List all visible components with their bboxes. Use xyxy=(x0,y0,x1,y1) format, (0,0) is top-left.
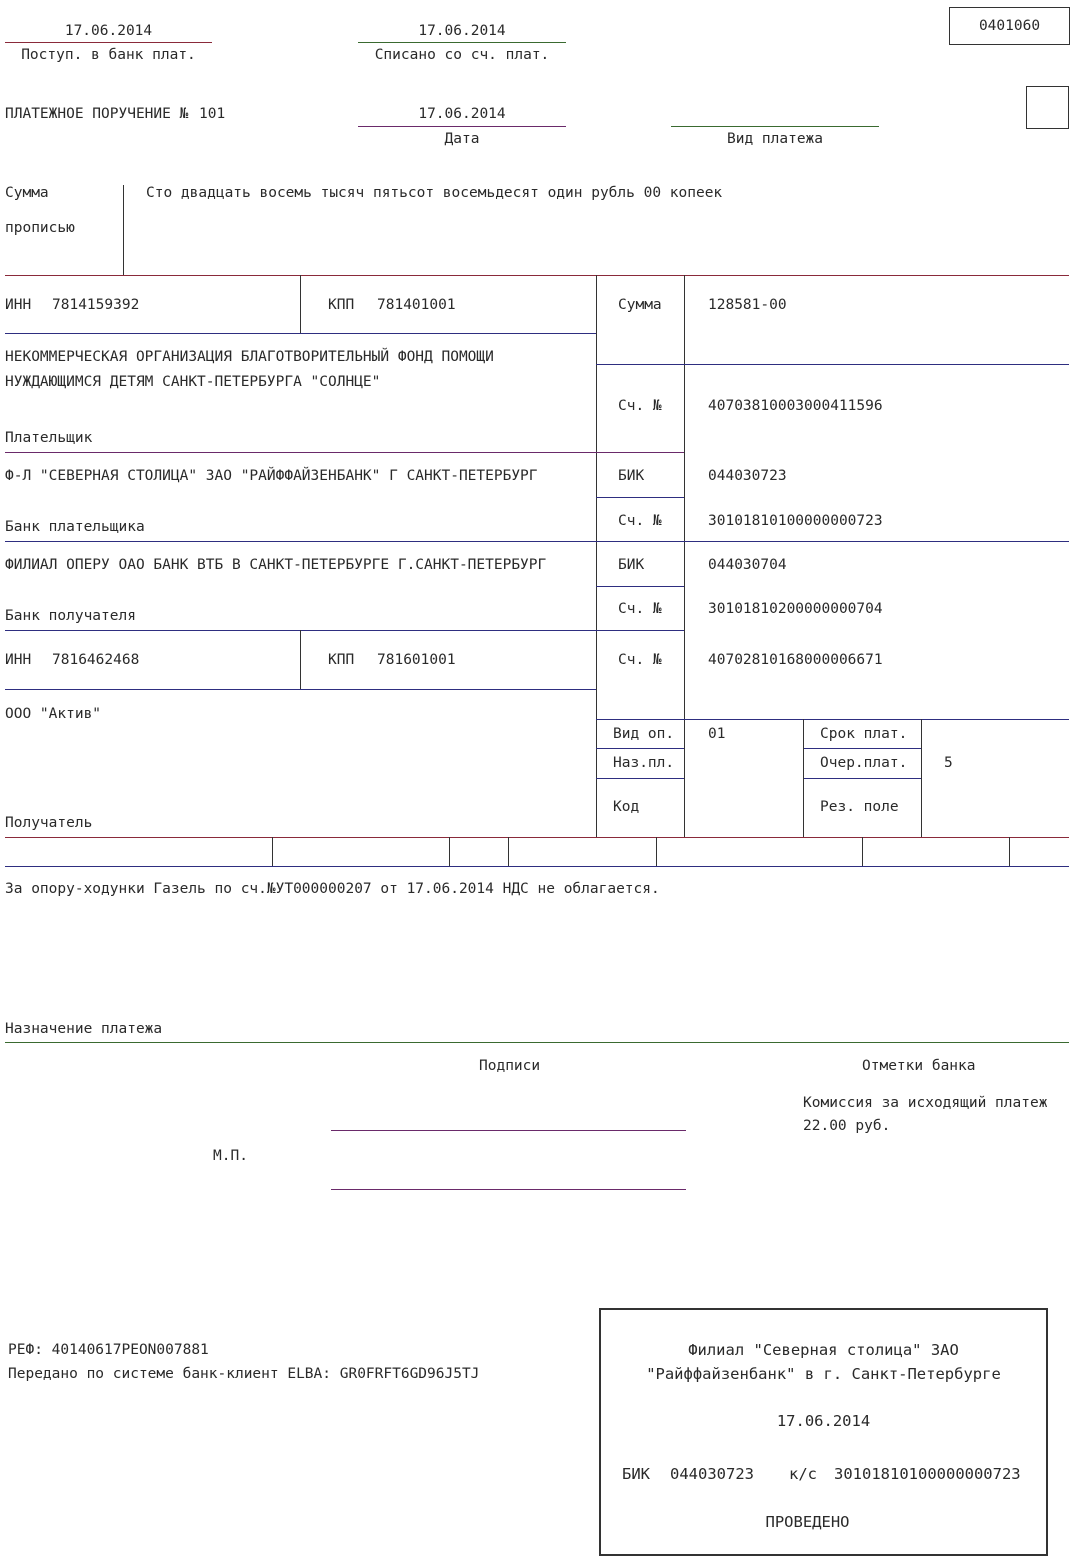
purpose-code-label: Наз.пл. xyxy=(613,755,675,771)
payer-kpp-label: КПП xyxy=(328,297,355,313)
payee-inn-label: ИНН xyxy=(5,652,32,668)
order-date-label: Дата xyxy=(444,131,480,147)
tax-cell-divider xyxy=(272,837,273,866)
grid-line xyxy=(596,364,1069,365)
grid-line xyxy=(5,333,596,334)
debited-date: 17.06.2014 xyxy=(418,23,506,39)
stamp-place-label: М.П. xyxy=(213,1148,248,1164)
payer-bank-bik-label: БИК xyxy=(618,468,645,484)
op-type-value: 01 xyxy=(708,726,726,742)
payer-bank-bik: 044030723 xyxy=(708,468,787,484)
grid-line xyxy=(596,586,684,587)
payer-bank-label: Банк плательщика xyxy=(5,519,145,535)
payee-bank-bik: 044030704 xyxy=(708,557,787,573)
received-date-line xyxy=(5,42,212,43)
form-code: 0401060 xyxy=(978,18,1041,34)
stamp-ks: 30101810100000000723 xyxy=(834,1465,1021,1483)
amount-words-label-1: Сумма xyxy=(5,185,49,201)
payer-name-line-2: НУЖДАЮЩИМСЯ ДЕТЯМ САНКТ-ПЕТЕРБУРГА "СОЛНЦЕ" xyxy=(5,374,381,390)
signature-line-2 xyxy=(331,1189,686,1190)
payer-name-line-1: НЕКОММЕРЧЕСКАЯ ОРГАНИЗАЦИЯ БЛАГОТВОРИТЕЛЬНЫЙ ФОНД ПОМОЩИ xyxy=(5,349,494,365)
payer-inn-label: ИНН xyxy=(5,297,32,313)
stamp-bik: 044030723 xyxy=(670,1465,754,1483)
stamp-ks-label: к/с xyxy=(789,1465,817,1483)
purpose-text: За опору-ходунки Газель по сч.№УТ000000207 от 17.06.2014 НДС не облагается. xyxy=(5,881,660,897)
amount-words-divider xyxy=(123,185,124,275)
op-type-label: Вид оп. xyxy=(613,726,675,742)
payee-bank-account: 30101810200000000704 xyxy=(708,601,883,617)
grid-vline-kpp-payee xyxy=(300,630,301,689)
grid-vline-term-right xyxy=(921,719,922,837)
grid-line xyxy=(596,719,1069,720)
payer-bank-name: Ф-Л "СЕВЕРНАЯ СТОЛИЦА" ЗАО "РАЙФФАЙЗЕНБАНК" Г САНКТ-ПЕТЕРБУРГ xyxy=(5,468,538,484)
payer-bank-account: 30101810100000000723 xyxy=(708,513,883,529)
order-number: 101 xyxy=(199,106,226,122)
received-label: Поступ. в банк плат. xyxy=(21,47,196,63)
sum-value: 128581-00 xyxy=(708,297,787,313)
payee-bank-name: ФИЛИАЛ ОПЕРУ ОАО БАНК ВТБ В САНКТ-ПЕТЕРБУРГЕ Г.САНКТ-ПЕТЕРБУРГ xyxy=(5,557,547,573)
purpose-label: Назначение платежа xyxy=(5,1021,163,1037)
tax-cell-divider xyxy=(449,837,450,866)
payer-inn: 7814159392 xyxy=(52,297,140,313)
grid-line xyxy=(5,837,1069,838)
reserved-label: Рез. поле xyxy=(820,799,899,815)
grid-line xyxy=(596,778,684,779)
stamp-status: ПРОВЕДЕНО xyxy=(765,1513,850,1531)
tax-cell-divider xyxy=(656,837,657,866)
purpose-line xyxy=(5,1042,1069,1043)
tax-cell-divider xyxy=(1009,837,1010,866)
term-label: Срок плат. xyxy=(820,726,908,742)
debited-label: Списано со сч. плат. xyxy=(374,47,550,63)
payee-bank-bik-label: БИК xyxy=(618,557,645,573)
grid-line xyxy=(5,689,596,690)
payer-account-label: Сч. № xyxy=(618,398,662,414)
payee-bank-label: Банк получателя xyxy=(5,608,136,624)
transfer-text: Передано по системе банк-клиент ELBA: GR0FRFT6GD96J5TJ xyxy=(8,1366,480,1382)
grid-vline-kpp-payer xyxy=(300,275,301,333)
commission-line-2: 22.00 руб. xyxy=(803,1118,891,1134)
payee-bank-account-label: Сч. № xyxy=(618,601,662,617)
payer-kpp: 781401001 xyxy=(377,297,456,313)
payee-kpp: 781601001 xyxy=(377,652,456,668)
ref-text: РЕФ: 40140617PEON007881 xyxy=(8,1342,209,1358)
stamp-bik-label: БИК xyxy=(622,1465,650,1483)
grid-line xyxy=(803,748,921,749)
code-label: Код xyxy=(613,799,640,815)
grid-line xyxy=(596,497,684,498)
payer-account: 40703810003000411596 xyxy=(708,398,883,414)
payer-bank-account-label: Сч. № xyxy=(618,513,662,529)
grid-line xyxy=(5,866,1069,867)
order-date-line xyxy=(358,126,566,127)
payee-account-label: Сч. № xyxy=(618,652,662,668)
stamp-date: 17.06.2014 xyxy=(776,1412,871,1430)
payment-type-label: Вид платежа xyxy=(726,131,824,147)
grid-line xyxy=(5,630,684,631)
order-date: 17.06.2014 xyxy=(418,106,506,122)
stamp-bank-line-2: "Райффайзенбанк" в г. Санкт-Петербурге xyxy=(646,1365,1001,1383)
priority-label: Очер.плат. xyxy=(820,755,908,771)
grid-line xyxy=(803,778,921,779)
signature-line-1 xyxy=(331,1130,686,1131)
order-title: ПЛАТЕЖНОЕ ПОРУЧЕНИЕ № xyxy=(5,106,189,122)
tax-cell-divider xyxy=(508,837,509,866)
grid-vline-right xyxy=(684,275,685,837)
payee-label: Получатель xyxy=(5,815,93,831)
payee-name: ООО "Актив" xyxy=(5,706,102,722)
payment-type-line xyxy=(671,126,879,127)
grid-line xyxy=(5,452,684,453)
payee-inn: 7816462468 xyxy=(52,652,140,668)
bank-stamp xyxy=(599,1308,1048,1556)
received-date: 17.06.2014 xyxy=(64,23,153,39)
payer-label: Плательщик xyxy=(5,430,93,446)
amount-words-value: Сто двадцать восемь тысяч пятьсот восемьдесят один рубль 00 копеек xyxy=(146,185,723,201)
sum-label: Сумма xyxy=(618,297,662,313)
tax-cell-divider xyxy=(862,837,863,866)
grid-vline-term xyxy=(803,719,804,837)
debited-date-line xyxy=(358,42,566,43)
priority-value: 5 xyxy=(944,755,953,771)
signatures-label: Подписи xyxy=(479,1058,541,1074)
payee-kpp-label: КПП xyxy=(328,652,355,668)
grid-line xyxy=(5,275,1069,276)
checkbox-square xyxy=(1026,86,1069,129)
payee-account: 40702810168000006671 xyxy=(708,652,883,668)
grid-vline-left xyxy=(596,275,597,837)
bank-marks-label: Отметки банка xyxy=(862,1058,976,1074)
amount-words-label-2: прописью xyxy=(5,220,75,236)
commission-line-1: Комиссия за исходящий платеж xyxy=(803,1095,1048,1111)
stamp-bank-line-1: Филиал "Северная столица" ЗАО xyxy=(688,1341,959,1359)
grid-line xyxy=(5,541,1069,542)
grid-line xyxy=(596,748,684,749)
